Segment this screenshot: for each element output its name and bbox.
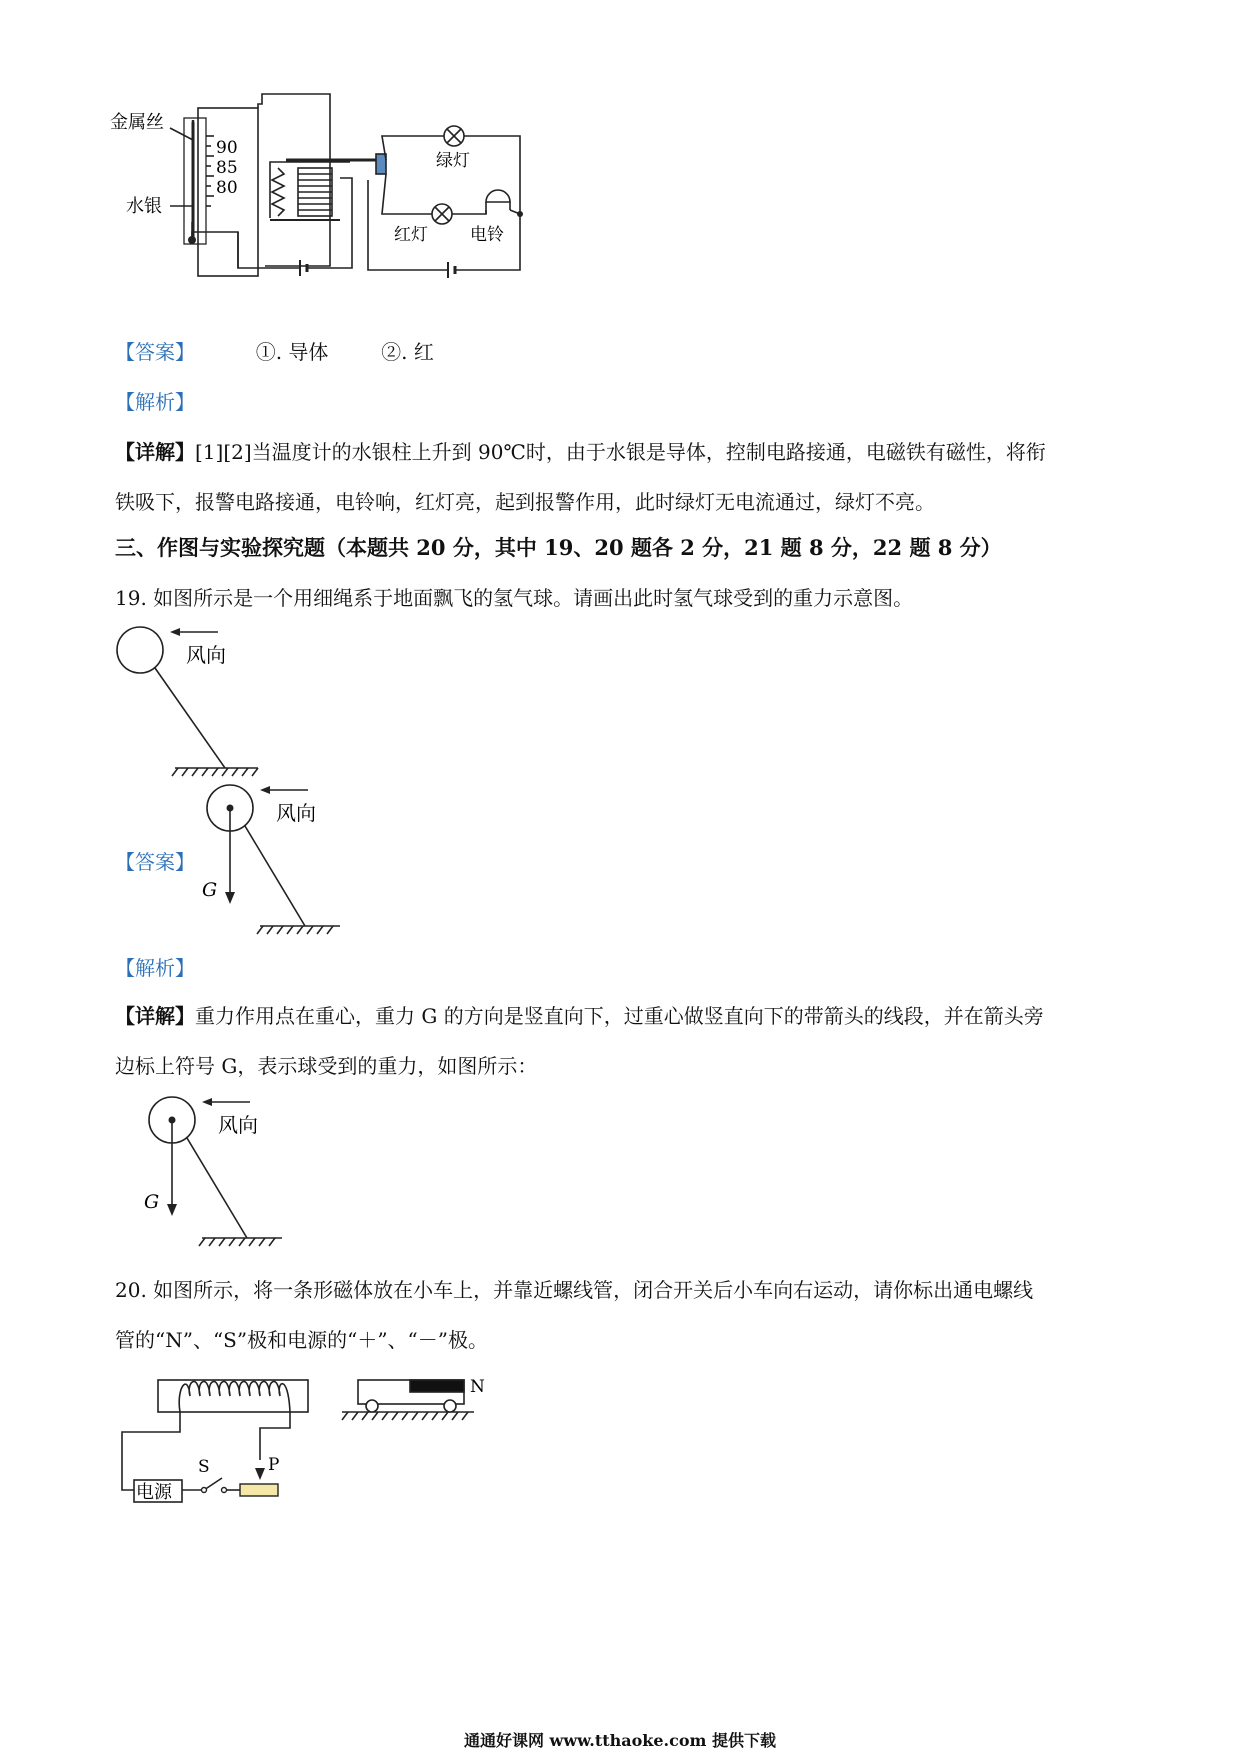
- red-lamp-label: 红灯: [394, 225, 428, 245]
- q19-solution-gravity-label: G: [144, 1191, 160, 1213]
- q19-question: 19. 如图所示是一个用细绳系于地面飘飞的氢气球。请画出此时氢气球受到的重力示意图。: [115, 586, 914, 610]
- q20-question-line1: 20. 如图所示，将一条形磁体放在小车上，并靠近螺线管，闭合开关后小车向右运动，请你标出通电螺线: [115, 1278, 1034, 1302]
- q19-wind-label: 风向: [186, 643, 226, 667]
- bell-label: 电铃: [470, 225, 504, 245]
- mercury-label: 水银: [126, 196, 162, 217]
- page-footer: 通通好课网 www.tthaoke.com 提供下载: [463, 1731, 777, 1750]
- q19-detail-line1: [115, 1000, 1044, 1029]
- magnet-n-pole-label: N: [470, 1377, 485, 1397]
- q20-question-line2: 管的“N”、“S”极和电源的“＋”、“－”极。: [115, 1328, 488, 1352]
- q19-detail-tag: 【详解】: [115, 1004, 195, 1028]
- green-lamp-label: 绿灯: [436, 151, 470, 171]
- q19-solution-wind-label: 风向: [218, 1113, 258, 1137]
- scale-80: 80: [216, 178, 238, 198]
- answer-1: ①. 导体: [255, 340, 329, 364]
- section-3-heading: 三、作图与实验探究题（本题共 20 分，其中 19、20 题各 2 分，21 题 8 分，22 题 8 分）: [115, 535, 1002, 560]
- detail-text-1: [1][2]当温度计的水银柱上升到 90℃时，由于水银是导体，控制电路接通，电磁铁有磁性，将衔: [195, 440, 1046, 464]
- scale-85: 85: [216, 158, 238, 178]
- q18-detail-line2: 铁吸下，报警电路接通，电铃响，红灯亮，起到报警作用，此时绿灯无电流通过，绿灯不亮。: [115, 490, 935, 514]
- q20-solenoid-figure: [110, 1368, 510, 1518]
- thermostat-alarm-circuit-figure: [100, 90, 600, 310]
- q19-analysis-tag: 【解析】: [115, 956, 195, 980]
- q19-balloon-figure: [100, 620, 300, 780]
- slider-label: P: [268, 1455, 280, 1475]
- scale-90: 90: [216, 138, 238, 158]
- answer-tag: 【答案】: [115, 340, 195, 364]
- power-source-label: 电源: [136, 1482, 172, 1503]
- switch-label: S: [198, 1457, 210, 1477]
- metal-wire-label: 金属丝: [110, 112, 164, 133]
- q19-solution-figure: [132, 1090, 312, 1260]
- q18-answer-line: [115, 336, 434, 365]
- q18-analysis-tag: 【解析】: [115, 390, 195, 414]
- q19-answer-tag: 【答案】: [115, 850, 195, 874]
- answer-2: ②. 红: [381, 340, 434, 364]
- q19-answer-figure: [190, 778, 370, 948]
- q19-detail-line2: 边标上符号 G，表示球受到的重力，如图所示：: [115, 1054, 538, 1078]
- q19-detail-text-1: 重力作用点在重心，重力 G 的方向是竖直向下，过重心做竖直向下的带箭头的线段，并在箭头旁: [195, 1004, 1044, 1028]
- q18-detail-line1: [115, 436, 1046, 465]
- q19-answer-wind-label: 风向: [276, 801, 316, 825]
- q19-answer-gravity-label: G: [202, 879, 218, 901]
- detail-tag: 【详解】: [115, 440, 195, 464]
